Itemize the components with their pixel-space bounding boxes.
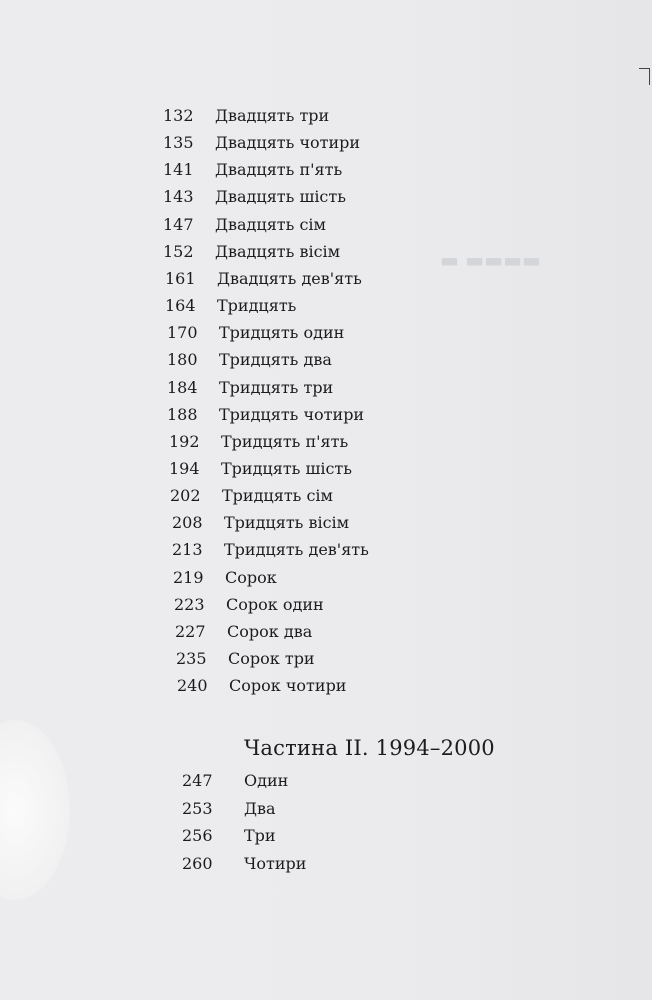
toc-entry xyxy=(167,346,332,373)
toc-entry xyxy=(163,183,346,210)
toc-entry xyxy=(163,156,342,183)
toc-page-number: 256 xyxy=(182,826,213,845)
toc-chapter-title: Тридцять два xyxy=(219,350,332,370)
light-glare xyxy=(0,720,70,900)
toc-chapter-title: Три xyxy=(244,826,276,845)
toc-chapter-title: Сорок два xyxy=(227,621,313,641)
toc-chapter-title: Двадцять дев'ять xyxy=(217,268,362,288)
toc-page-number: 247 xyxy=(182,771,213,790)
toc-chapter-title: Тридцять чотири xyxy=(219,404,365,424)
toc-entry xyxy=(182,795,276,822)
toc-entry xyxy=(172,536,369,563)
toc-entry xyxy=(176,645,315,672)
toc-entry xyxy=(174,591,324,618)
toc-page-number: 164 xyxy=(165,296,196,316)
bleed-through-heading: ▬▬▬▬ ▬ xyxy=(440,248,541,272)
toc-chapter-title: Сорок один xyxy=(226,594,324,614)
toc-entry xyxy=(165,265,362,292)
toc-entry xyxy=(167,319,344,346)
toc-page-number: 152 xyxy=(163,241,194,261)
toc-page-number: 253 xyxy=(182,798,213,818)
toc-chapter-title: Сорок чотири xyxy=(229,676,347,696)
toc-entry xyxy=(167,374,333,401)
toc-page-number: 223 xyxy=(174,594,205,614)
toc-entry xyxy=(163,129,360,156)
toc-chapter-title: Двадцять чотири xyxy=(215,133,361,153)
toc-entry xyxy=(163,102,329,129)
toc-page-number: 235 xyxy=(176,649,207,668)
toc-chapter-title: Двадцять шість xyxy=(215,187,346,207)
toc-chapter-title: Один xyxy=(244,771,289,790)
toc-chapter-title: Двадцять сім xyxy=(215,214,326,234)
toc-page-number: 180 xyxy=(167,350,198,370)
toc-chapter-title: Двадцять три xyxy=(215,106,330,125)
page-corner-mark xyxy=(639,68,650,85)
toc-page-number: 188 xyxy=(167,404,198,424)
toc-page-number: 192 xyxy=(169,431,200,451)
toc-entry xyxy=(170,482,333,509)
toc-chapter-title: Сорок три xyxy=(228,649,315,668)
toc-page-number: 147 xyxy=(163,214,194,234)
toc-chapter-title: Тридцять три xyxy=(219,377,334,397)
toc-chapter-title: Два xyxy=(244,798,276,818)
toc-page-number: 208 xyxy=(172,513,203,533)
toc-chapter-title: Сорок xyxy=(225,567,277,587)
toc-entry xyxy=(163,238,340,265)
toc-entry xyxy=(182,850,306,877)
toc-chapter-title: Двадцять п'ять xyxy=(215,160,343,180)
toc-entry xyxy=(172,509,349,536)
toc-page-number: 170 xyxy=(167,323,198,343)
toc-chapter-title: Тридцять шість xyxy=(221,458,352,478)
toc-page-number: 240 xyxy=(177,676,208,696)
toc-entry xyxy=(165,292,296,319)
toc-page-number: 227 xyxy=(175,621,206,641)
toc-entry xyxy=(169,455,352,482)
toc-chapter-title: Тридцять сім xyxy=(222,486,333,506)
toc-entry xyxy=(167,401,364,428)
toc-page-number: 260 xyxy=(182,853,213,873)
toc-page-number: 141 xyxy=(163,160,194,180)
toc-page-number: 219 xyxy=(173,567,204,587)
toc-page-number: 213 xyxy=(172,540,203,560)
toc-entry xyxy=(173,564,277,591)
toc-chapter-title: Тридцять п'ять xyxy=(221,431,349,451)
toc-chapter-title: Тридцять один xyxy=(219,323,345,343)
toc-page-number: 194 xyxy=(169,458,200,478)
toc-entry xyxy=(182,767,288,794)
toc-entry xyxy=(163,211,326,238)
toc-chapter-title: Двадцять вісім xyxy=(215,241,341,261)
toc-page-number: 202 xyxy=(170,486,201,506)
toc-entry xyxy=(175,618,312,645)
toc-chapter-title: Чотири xyxy=(244,853,307,873)
toc-chapter-title: Тридцять вісім xyxy=(224,513,350,533)
toc-page-number: 184 xyxy=(167,377,198,397)
toc-chapter-title: Тридцять дев'ять xyxy=(224,540,369,560)
toc-entry xyxy=(182,822,276,849)
toc-page-number: 135 xyxy=(163,133,194,153)
toc-chapter-title: Тридцять xyxy=(217,296,297,316)
toc-entry xyxy=(177,672,346,699)
toc-page-number: 143 xyxy=(163,187,194,207)
toc-entry xyxy=(169,428,348,455)
toc-page-number: 132 xyxy=(163,106,194,125)
part-two-heading: Частина II. 1994–2000 xyxy=(244,736,495,760)
toc-page-number: 161 xyxy=(165,268,196,288)
